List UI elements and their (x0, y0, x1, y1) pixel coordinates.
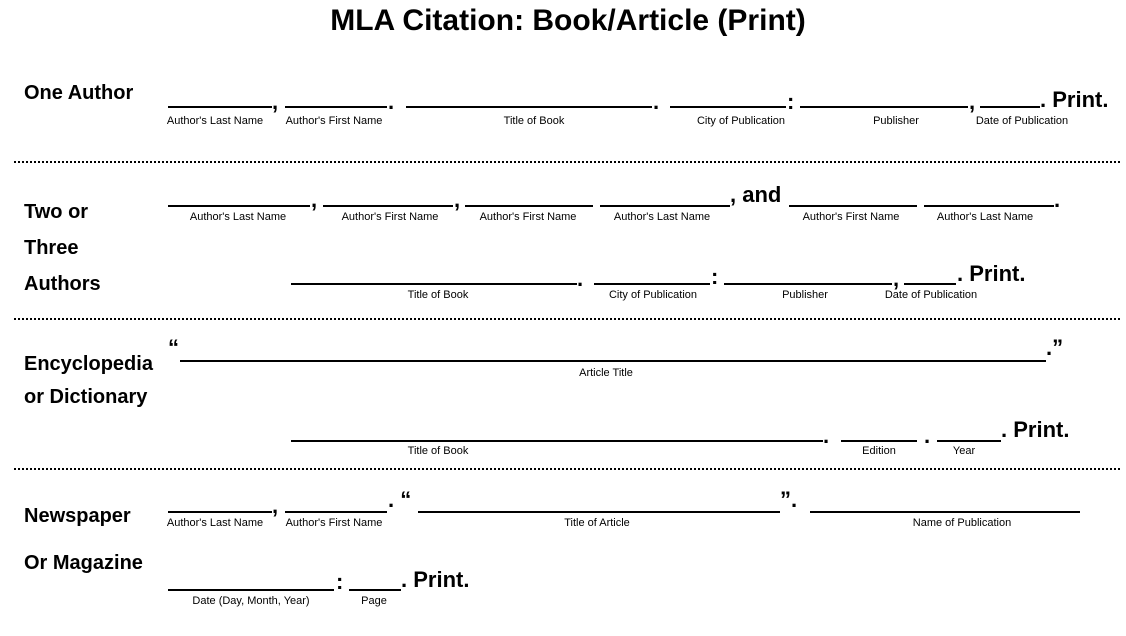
colon: : (787, 89, 795, 114)
blank-title-of-book[interactable] (291, 283, 577, 285)
section-divider (14, 468, 1120, 470)
blank-author-last-name-2[interactable] (600, 205, 730, 207)
blank-date[interactable] (168, 589, 334, 591)
blank-publisher[interactable] (724, 283, 892, 285)
caption-publisher: Publisher (782, 289, 828, 301)
caption-author-first-name: Author's First Name (479, 211, 577, 223)
blank-author-first-name-3[interactable] (789, 205, 917, 207)
colon: : (711, 264, 719, 289)
section-label-one-author: One Author (24, 82, 134, 104)
blank-city-of-publication[interactable] (670, 106, 786, 108)
blank-title-of-article[interactable] (418, 511, 780, 513)
section-label-magazine: Or Magazine (24, 552, 143, 574)
period: . (1054, 187, 1061, 212)
blank-author-first-name-1[interactable] (323, 205, 453, 207)
caption-author-first-name: Author's First Name (802, 211, 900, 223)
caption-name-of-publication: Name of Publication (912, 517, 1012, 529)
caption-author-last-name: Author's Last Name (166, 115, 264, 127)
blank-author-last-name[interactable] (168, 106, 272, 108)
section-divider (14, 161, 1120, 163)
blank-edition[interactable] (841, 440, 917, 442)
blank-name-of-publication[interactable] (810, 511, 1080, 513)
blank-publisher[interactable] (800, 106, 968, 108)
caption-author-first-name: Author's First Name (285, 517, 383, 529)
caption-city-of-publication: City of Publication (608, 289, 698, 301)
blank-author-first-name-2[interactable] (465, 205, 593, 207)
caption-date: Date (Day, Month, Year) (192, 595, 310, 607)
comma: , (969, 89, 976, 114)
blank-year[interactable] (937, 440, 1001, 442)
caption-edition: Edition (862, 445, 896, 457)
caption-author-last-name: Author's Last Name (166, 517, 264, 529)
caption-article-title: Article Title (579, 367, 633, 379)
blank-city-of-publication[interactable] (594, 283, 710, 285)
blank-article-title[interactable] (180, 360, 1046, 362)
caption-title-of-book: Title of Book (407, 289, 469, 301)
period-open-quote: . “ (388, 487, 412, 512)
blank-title-of-book[interactable] (406, 106, 652, 108)
and-connector: , and (730, 182, 782, 207)
close-quote: .” (1046, 335, 1064, 360)
period: . (388, 89, 395, 114)
print-suffix: . Print. (1001, 417, 1070, 442)
period: . (653, 89, 660, 114)
blank-date-of-publication[interactable] (904, 283, 956, 285)
comma: , (311, 187, 318, 212)
page-title: MLA Citation: Book/Article (Print) (330, 4, 806, 37)
period: . (823, 423, 830, 448)
open-quote: “ (168, 335, 179, 360)
colon: : (336, 569, 344, 594)
section-divider (14, 318, 1120, 320)
comma: , (454, 187, 461, 212)
caption-author-first-name: Author's First Name (285, 115, 383, 127)
print-suffix: . Print. (1040, 87, 1109, 112)
blank-author-last-name-1[interactable] (168, 205, 310, 207)
section-label-two-three-authors: Two or Three Authors (24, 201, 101, 295)
comma: , (893, 266, 900, 291)
caption-date-of-publication: Date of Publication (975, 115, 1069, 127)
period: . (577, 266, 584, 291)
blank-author-first-name[interactable] (285, 511, 387, 513)
section-label-encyclopedia: Encyclopedia or Dictionary (24, 353, 153, 408)
caption-author-first-name: Author's First Name (341, 211, 439, 223)
caption-page: Page (361, 595, 387, 607)
caption-year: Year (952, 445, 976, 457)
blank-date-of-publication[interactable] (980, 106, 1040, 108)
close-quote-period: ”. (780, 487, 798, 512)
comma: , (272, 89, 279, 114)
caption-city-of-publication: City of Publication (696, 115, 786, 127)
print-suffix: . Print. (957, 261, 1026, 286)
caption-title-of-book: Title of Book (407, 445, 469, 457)
caption-author-last-name: Author's Last Name (613, 211, 711, 223)
caption-author-last-name: Author's Last Name (936, 211, 1034, 223)
blank-title-of-book[interactable] (291, 440, 823, 442)
caption-author-last-name: Author's Last Name (189, 211, 287, 223)
caption-publisher: Publisher (873, 115, 919, 127)
print-suffix: . Print. (401, 567, 470, 592)
blank-page[interactable] (349, 589, 401, 591)
caption-title-of-book: Title of Book (503, 115, 565, 127)
section-label-newspaper: Newspaper (24, 505, 131, 527)
caption-date-of-publication: Date of Publication (884, 289, 978, 301)
comma: , (272, 493, 279, 518)
period: . (924, 423, 931, 448)
caption-title-of-article: Title of Article (564, 517, 630, 529)
blank-author-first-name[interactable] (285, 106, 387, 108)
blank-author-last-name-3[interactable] (924, 205, 1054, 207)
blank-author-last-name[interactable] (168, 511, 272, 513)
